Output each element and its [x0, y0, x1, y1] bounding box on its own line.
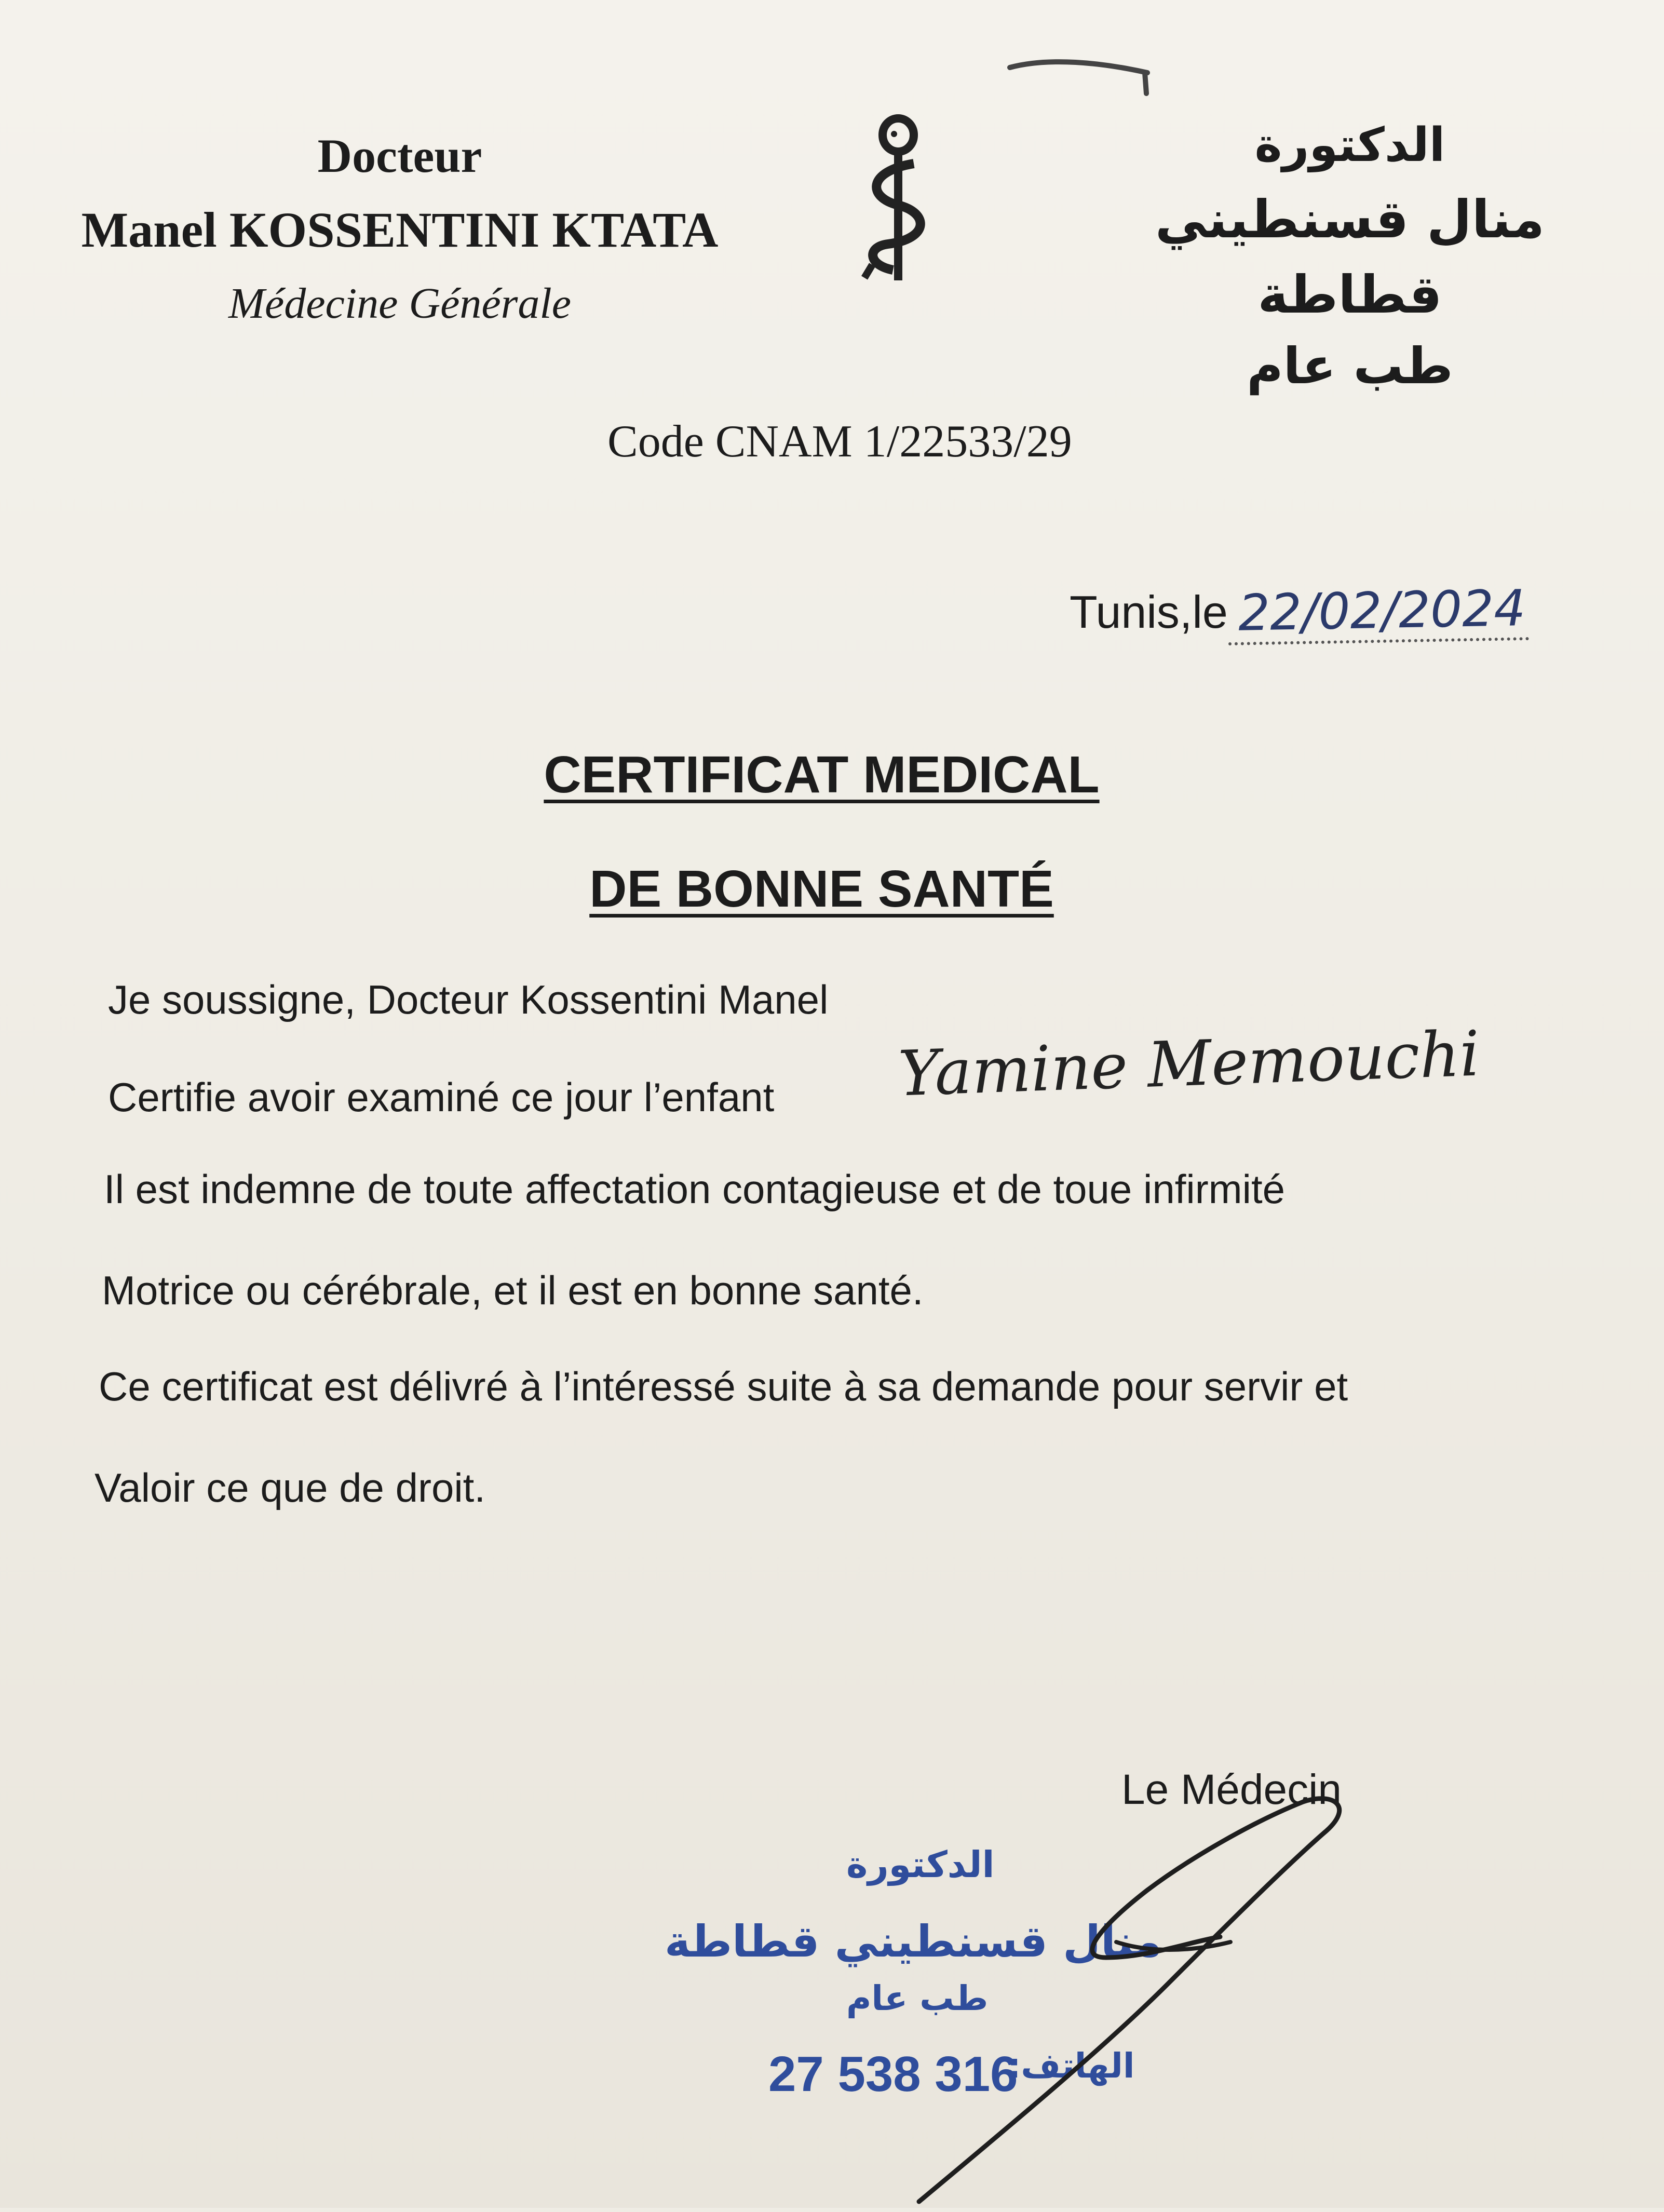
stamp-name: منال قسنطيني قطاطة [665, 1916, 1162, 1967]
doctor-specialty-ar: طب عام [1247, 337, 1453, 395]
body-line-2: Certifie avoir examiné ce jour l’enfant [108, 1074, 775, 1120]
handwritten-signature [857, 1786, 1428, 2212]
body-line-5: Ce certificat est délivré à l’intéressé suite à sa demande pour servir et [99, 1364, 1348, 1409]
stamp-phone: 27 538 316 [768, 2046, 1018, 2102]
doctor-name-ar: منال قسنطيني قطاطة [1155, 189, 1545, 325]
place-date [1070, 579, 1528, 643]
body-line-4: Motrice ou cérébrale, et il est en bonne santé. [102, 1267, 924, 1313]
certificate-title-line1: CERTIFICAT MEDICAL [544, 746, 1100, 804]
doctor-title-ar: الدكتورة [1254, 118, 1445, 172]
doctor-title-fr: Docteur [317, 129, 482, 182]
body-line-6: Valoir ce que de droit. [94, 1465, 485, 1510]
stamp-specialty: طب عام [846, 1978, 989, 2018]
signer-label: Le Médecin [1121, 1766, 1342, 1813]
doctor-name-fr: Manel KOSSENTINI KTATA [81, 202, 719, 258]
doctor-specialty-fr: Médecine Générale [228, 279, 571, 328]
certificate-title-line2: DE BONNE SANTÉ [589, 860, 1054, 918]
pen-stroke [1007, 52, 1153, 99]
body-line-1: Je soussigne, Docteur Kossentini Manel [108, 977, 829, 1022]
handwritten-child-name: Yamine Memouchi [897, 1018, 1481, 1111]
doctor-header-ar [1064, 109, 1635, 400]
doctor-header-fr [62, 119, 737, 340]
caduceus-icon [857, 114, 940, 286]
handwritten-date: 22/02/2024 [1227, 579, 1529, 645]
place-label: Tunis,le [1070, 586, 1228, 638]
stamp-phone-label: الهاتف: [1007, 2046, 1135, 2086]
cnam-code: Code CNAM 1/22533/29 [607, 416, 1072, 467]
stamp-title: الدكتورة [846, 1843, 995, 1886]
body-line-3: Il est indemne de toute affectation contagieuse et de toue infirmité [104, 1166, 1286, 1212]
